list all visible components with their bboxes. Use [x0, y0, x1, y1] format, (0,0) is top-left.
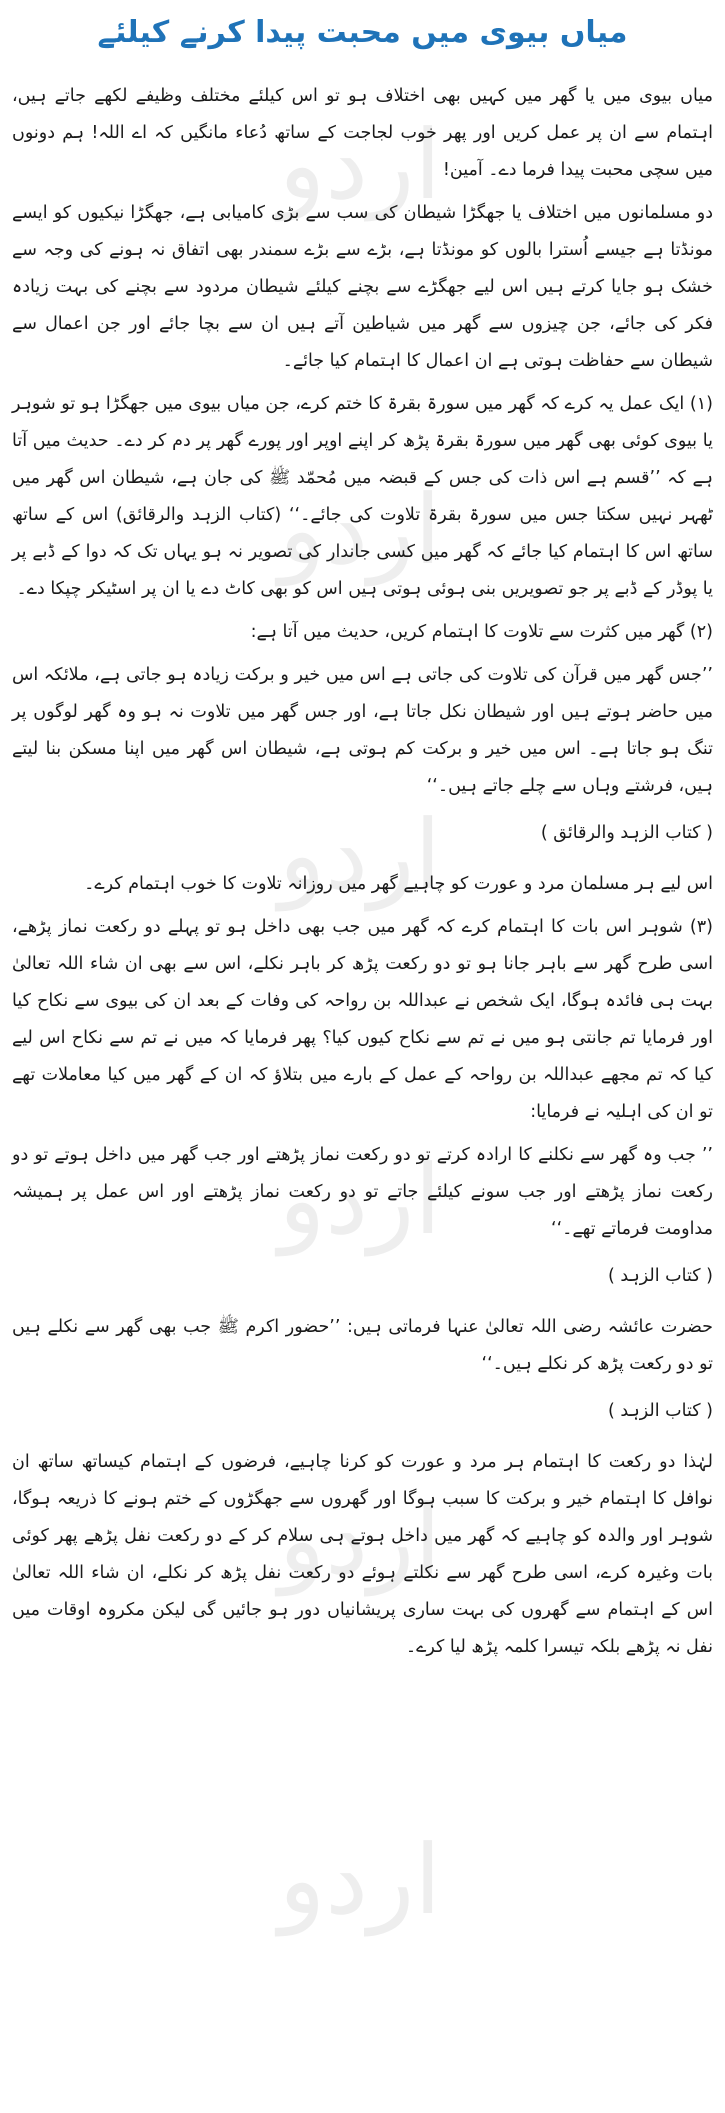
article-title: میاں بیوی میں محبت پیدا کرنے کیلئے: [97, 15, 628, 50]
watermark-logo: اردو: [278, 474, 442, 586]
watermark-logo: اردو: [278, 109, 442, 221]
hadith-quote: ’’جس گھر میں قرآن کی تلاوت کی جاتی ہے اس میں خیر و برکت زیادہ ہو جاتی ہے، ملائکہ اس میں حاضر ہوتے ہیں اور شیطان نکل جاتا ہے، اور جس گھر میں تلاوت نہ ہو وہ گھر لوگوں پر تنگ ہو جاتا ہے۔ اس میں خیر و برکت کم ہوتی ہے، شیطان اس گھر میں اپنا مسکن بنا لیتے ہیں، فرشتے وہاں سے چلے جاتے ہیں۔‘‘: [12, 665, 713, 796]
point-1-paragraph: (۱) ایک عمل یہ کرے کہ گھر میں سورۃ بقرۃ کا ختم کرے، جن میاں بیوی میں جھگڑا ہو تو شوہر یا بیوی کوئی بھی گھر میں سورۃ بقرۃ پڑھ کر اپنے اوپر اور پورے گھر پر دم کر دے۔ حدیث میں آتا ہے کہ ’’قسم ہے اس ذات کی جس کے قبضہ میں مُحمّد ﷺ کی جان ہے، شیطان اس گھر میں ٹھہر نہیں سکتا جس میں سورۃ بقرۃ تلاوت کی جائے۔‘‘ (کتاب الزہد والرقائق) اس کے ساتھ ساتھ اس کا اہتمام کیا جائے کہ گھر میں کسی جاندار کی تصویر نہ ہو یہاں تک کہ دوا کے ڈبے پر یا پوڈر کے ڈبے پر جو تصویریں بنی ہوئی ہوتی ہیں اس کو بھی کاٹ دے یا ان پر اسٹیکر چپکا دے۔: [12, 394, 713, 599]
wife-quote: ’’ جب وہ گھر سے نکلنے کا ارادہ کرتے تو دو رکعت نماز پڑھتے اور جب گھر میں داخل ہوتے تو دو رکعت نماز پڑھتے اور جب سونے کیلئے جاتے تو دو رکعت نماز پڑھتے اور اس عمل پر ہمیشہ مداومت فرماتے تھے۔‘‘: [12, 1145, 713, 1239]
reference-citation: ( کتاب الزہد ): [607, 1266, 713, 1286]
article-body: [12, 78, 713, 1672]
reference-citation: ( کتاب الزہد ): [607, 1401, 713, 1421]
watermark-logo: اردو: [278, 1484, 442, 1596]
shaitan-paragraph: دو مسلمانوں میں اختلاف یا جھگڑا شیطان کی سب سے بڑی کامیابی ہے، جھگڑا نیکیوں کو ایسے مونڈتا ہے جیسے اُسترا بالوں کو مونڈتا ہے، بڑے سے بڑے سمندر بھی اتفاق نہ ہونے کی وجہ سے خشک ہو جایا کرتے ہیں اس لیے جھگڑے سے بچنے کیلئے شیطان مردود سے بچنے کی بہت زیادہ فکر کی جائے، جن چیزوں سے گھر میں شیاطین آتے ہیں ان سے بچا جائے اور جن اعمال سے شیطان سے حفاظت ہوتی ہے ان اعمال کا اہتمام کیا جائے۔: [12, 203, 713, 371]
aisha-hadith: حضرت عائشہ رضی اللہ تعالیٰ عنہا فرماتی ہیں: ’’حضور اکرم ﷺ جب بھی گھر سے نکلے ہیں تو دو رکعت پڑھ کر نکلے ہیں۔‘‘: [12, 1317, 713, 1374]
tilawat-advice: اس لیے ہر مسلمان مرد و عورت کو چاہیے گھر میں روزانہ تلاوت کا خوب اہتمام کرے۔: [84, 874, 713, 894]
watermark-logo: اردو: [278, 1824, 442, 1936]
watermark-logo: اردو: [278, 1144, 442, 1256]
point-3-paragraph: (۳) شوہر اس بات کا اہتمام کرے کہ گھر میں جب بھی داخل ہو تو پہلے دو رکعت نماز پڑھے، اسی طرح گھر سے باہر جانا ہو تو دو رکعت پڑھ کر باہر نکلے، اس سے بھی ان شاء اللہ تعالیٰ بہت ہی فائدہ ہوگا، ایک شخص نے عبداللہ بن رواحہ کی وفات کے بعد ان کی بیوی سے نکاح کیا اور فرمایا تم جانتی ہو میں نے تم سے نکاح کیوں کیا؟ پھر فرمایا کہ میں نے تم سے نکاح اس لیے کیا کہ تم مجھے عبداللہ بن رواحہ کے عمل کے بارے میں بتلاؤ کہ ان کے گھر میں کیا معاملات تھے تو ان کی اہلیہ نے فرمایا:: [12, 917, 713, 1122]
watermark-logo: اردو: [278, 799, 442, 911]
intro-paragraph: میاں بیوی میں یا گھر میں کہیں بھی اختلاف ہو تو اس کیلئے مختلف وظیفے لکھے جاتے ہیں، اہتمام سے ان پر عمل کریں اور پھر خوب لجاجت کے ساتھ دُعاء مانگیں کہ اے اللہ! ہم دونوں میں سچی محبت پیدا فرما دے۔ آمین!: [12, 86, 713, 180]
reference-citation: ( کتاب الزہد والرقائق ): [540, 823, 713, 843]
conclusion-paragraph: لہٰذا دو رکعت کا اہتمام ہر مرد و عورت کو کرنا چاہیے، فرضوں کے اہتمام کیساتھ ساتھ ان نوافل کا اہتمام خیر و برکت کا سبب ہوگا اور گھروں سے جھگڑوں کے ختم ہونے کا ذریعہ ہوگا، شوہر اور والدہ کو چاہیے کہ گھر میں داخل ہوتے ہی سلام کر کے دو رکعت نفل پڑھے پھر کوئی بات وغیرہ کرے، اسی طرح گھر سے نکلتے ہوئے دو رکعت نفل پڑھ کر نکلے، ان شاء اللہ تعالیٰ اس کے اہتمام سے گھروں کی بہت ساری پریشانیاں دور ہو جائیں گی لیکن مکروہ اوقات میں نفل نہ پڑھے بلکہ تیسرا کلمہ پڑھ لیا کرے۔: [12, 1452, 713, 1657]
point-2-heading: (۲) گھر میں کثرت سے تلاوت کا اہتمام کریں، حدیث میں آتا ہے:: [250, 622, 713, 642]
